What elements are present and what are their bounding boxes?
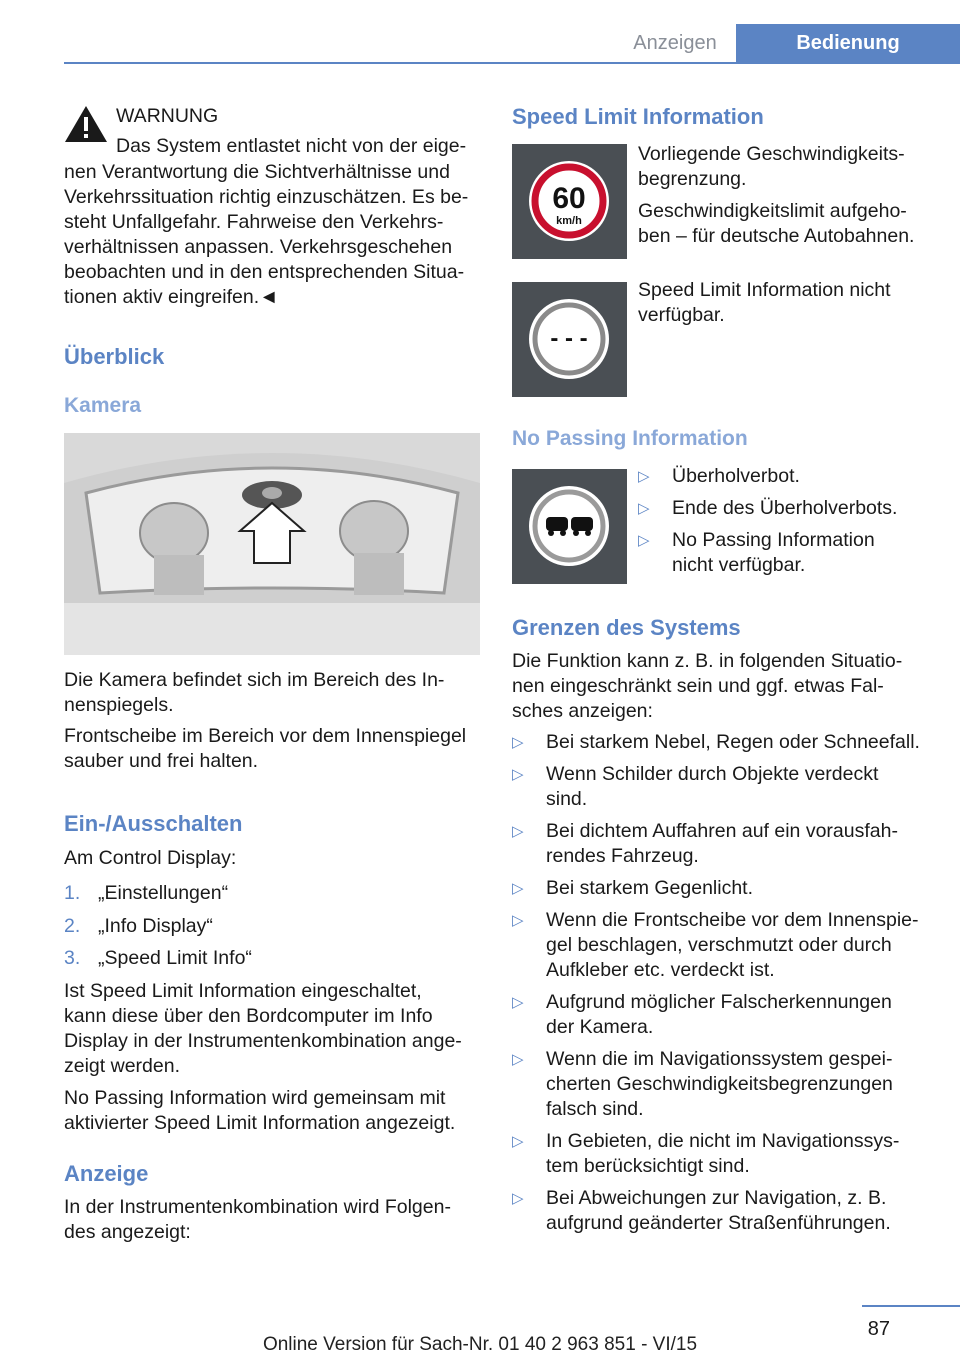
- header-tab-bedienung[interactable]: Bedienung: [736, 24, 960, 62]
- step-item: [64, 946, 484, 971]
- step-text: „Speed Limit Info“: [98, 947, 252, 969]
- bullet-icon: ▷: [512, 1133, 524, 1150]
- warning-text: [64, 160, 484, 310]
- step-item: [64, 881, 484, 906]
- step-text: „Einstellungen“: [98, 882, 229, 904]
- onoff-text-1: Ist Speed Limit Information eingeschaltet,: [64, 980, 422, 1002]
- sli-heading: Speed Limit Information: [512, 104, 764, 129]
- header-tab-anzeigen[interactable]: Anzeigen: [633, 32, 717, 54]
- warning-text-first: Das System entlastet nicht von der eige-: [116, 135, 467, 157]
- bullet-icon: ▷: [512, 823, 524, 840]
- bullet-icon: ▷: [512, 880, 524, 897]
- warning-line: tionen aktiv eingreifen.◄: [64, 286, 279, 308]
- sli-desc-1: Vorliegende Geschwindigkeits-: [638, 143, 905, 165]
- speed-limit-unit: km/h: [556, 215, 582, 227]
- speed-limit-na-display: [512, 282, 627, 397]
- limits-intro: nen eingeschränkt sein und ggf. etwas Fal-: [512, 675, 884, 697]
- display-heading: Anzeige: [64, 1161, 149, 1186]
- limits-intro: sches anzeigen:: [512, 700, 653, 722]
- npi-item: ▷ No Passing Information nicht verfügbar.: [638, 529, 875, 576]
- camera-text-1b: nenspiegels.: [64, 694, 174, 716]
- npi-item: ▷ Überholverbot.: [638, 465, 800, 487]
- page-number: 87: [867, 1318, 890, 1340]
- bullet-icon: ▷: [512, 1190, 524, 1207]
- sli-desc-3: Speed Limit Information nicht: [638, 279, 891, 301]
- camera-text-1a: Die Kamera befindet sich im Bereich des In-: [64, 669, 445, 691]
- bullet-icon: ▷: [512, 1051, 524, 1068]
- warning-title: WARNUNG: [116, 105, 219, 127]
- warning-line: verhältnissen anpassen. Verkehrsgeschehen: [64, 236, 453, 258]
- sli-desc-3: verfügbar.: [638, 304, 725, 326]
- na-sign-text: - - -: [550, 325, 588, 352]
- onoff-text-1: zeigt werden.: [64, 1055, 180, 1077]
- step-number: 2.: [64, 915, 81, 937]
- camera-text-2b: sauber und frei halten.: [64, 750, 259, 772]
- warning-line: nen Verantwortung die Sichtverhältnisse und: [64, 161, 450, 183]
- speed-limit-value: 60: [552, 182, 586, 215]
- limits-intro: Die Funktion kann z. B. in folgenden Situatio-: [512, 650, 903, 672]
- bullet-icon: ▷: [512, 994, 524, 1011]
- sli-desc-2: ben – für deutsche Autobahnen.: [638, 225, 915, 247]
- sli-desc-1: begrenzung.: [638, 168, 747, 190]
- no-speed-limit-sign-icon: [512, 282, 627, 397]
- step-item: [64, 914, 484, 939]
- bullet-icon: ▷: [512, 912, 524, 929]
- camera-heading: Kamera: [64, 394, 142, 417]
- speed-limit-display: [512, 144, 627, 259]
- bullet-icon: ▷: [638, 500, 650, 517]
- onoff-text-2: aktivierter Speed Limit Information angezeigt.: [64, 1112, 456, 1134]
- npi-heading: No Passing Information: [512, 427, 748, 450]
- footer-version: Online Version für Sach-Nr. 01 40 2 963 851 - VI/15: [262, 1334, 698, 1355]
- bullet-icon: ▷: [512, 766, 524, 783]
- sli-desc-2: Geschwindigkeitslimit aufgeho-: [638, 200, 907, 222]
- footer-rule: [862, 1305, 960, 1307]
- onoff-text-2: No Passing Information wird gemeinsam mit: [64, 1087, 446, 1109]
- step-number: 3.: [64, 947, 81, 969]
- bullet-icon: ▷: [638, 532, 650, 549]
- speed-limit-sign-icon: [512, 144, 627, 259]
- onoff-text-1: Display in der Instrumentenkombination ange-: [64, 1030, 462, 1052]
- onoff-heading: Ein-/Ausschalten: [64, 811, 243, 836]
- step-text: „Info Display“: [98, 915, 213, 937]
- display-text: In der Instrumentenkombination wird Folgen-: [64, 1196, 451, 1218]
- warning-line: Verkehrssituation richtig einzuschätzen. Es be-: [64, 186, 469, 208]
- camera-figure: [64, 433, 480, 655]
- no-passing-display: [512, 469, 627, 584]
- npi-item: ▷ Ende des Überholverbots.: [638, 497, 898, 519]
- onoff-intro: Am Control Display:: [64, 847, 237, 869]
- onoff-text-1: kann diese über den Bordcomputer im Info: [64, 1005, 433, 1027]
- no-passing-sign-icon: [512, 469, 627, 584]
- warning-line: beobachten und in den entsprechenden Situa-: [64, 261, 465, 283]
- warning-triangle-icon: [64, 104, 108, 144]
- header-rule: [64, 62, 960, 64]
- overview-heading: Überblick: [64, 344, 165, 369]
- limits-heading: Grenzen des Systems: [512, 615, 741, 640]
- step-number: 1.: [64, 882, 81, 904]
- display-text: des angezeigt:: [64, 1221, 191, 1243]
- bullet-icon: ▷: [638, 468, 650, 485]
- bullet-icon: ▷: [512, 734, 524, 751]
- camera-text-2a: Frontscheibe im Bereich vor dem Innenspiegel: [64, 725, 467, 747]
- warning-line: steht Unfallgefahr. Fahrweise den Verkehrs-: [64, 211, 444, 233]
